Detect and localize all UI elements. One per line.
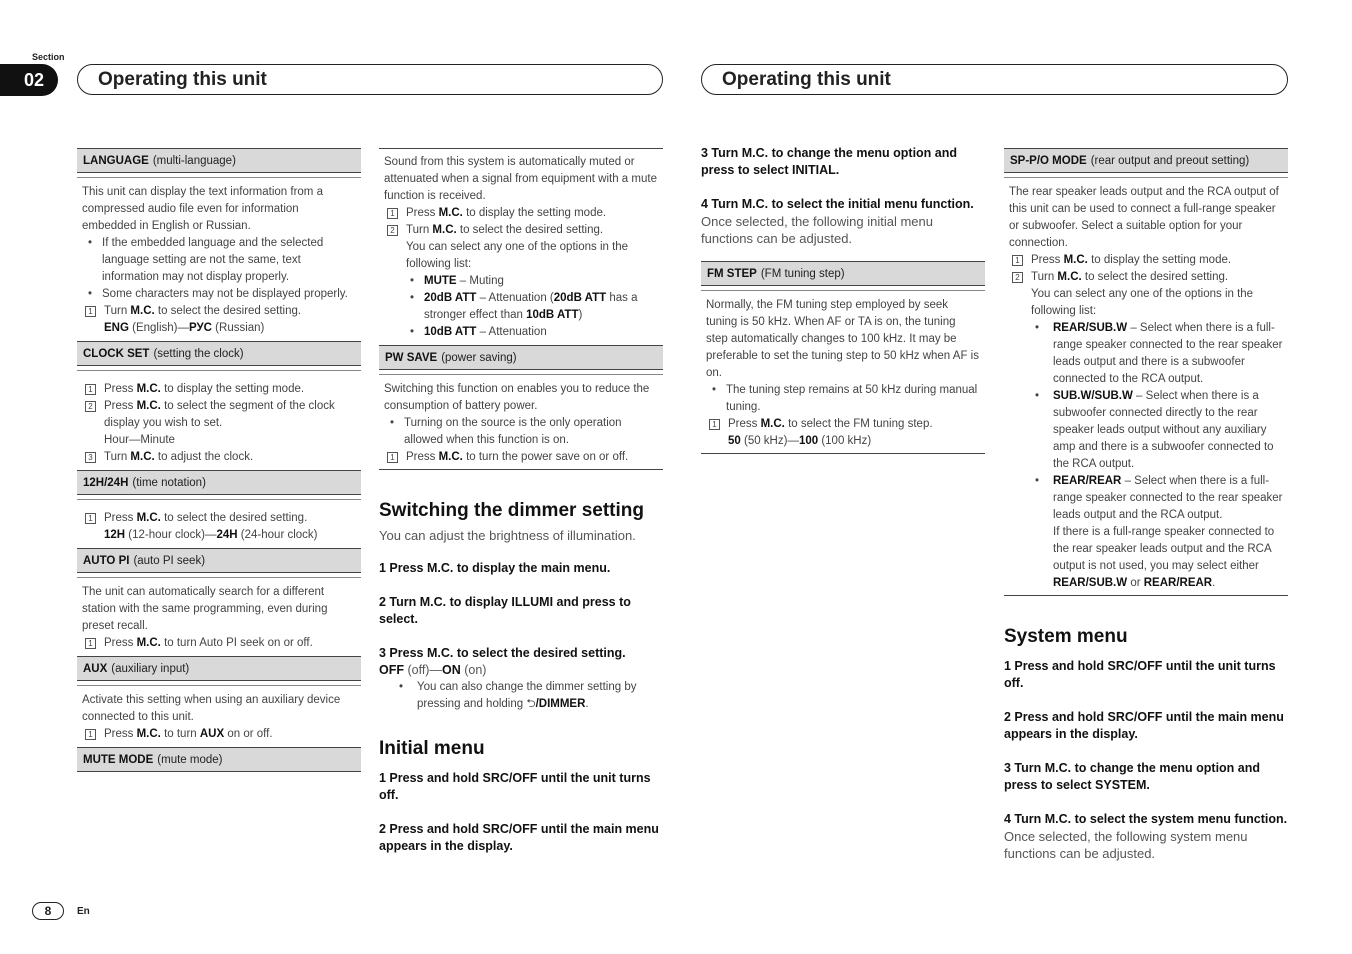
band-return-icon: ⮌ xyxy=(526,698,536,710)
list-item: • If the embedded language and the selected language setting are not the same, text information may not display properly. xyxy=(88,237,324,283)
mute-mode-box: Sound from this system is automatically muted or attenuated when a signal from equipment with a mute function is received. 1 Press M.C. to display the setting mode. 2 Turn M.C. to select the desired setting. You can select any one of the options in the following list: • MUTE – Muting • 20dB ATT – Attenuation (20dB ATT has a stronger effect than 10dB ATT) • 10dB ATT – Attenuation xyxy=(379,148,663,345)
fm-step-box: Normally, the FM tuning step employed by seek tuning is 50 kHz. When AF or TA is on, the tuning step automatically changes to 100 kHz. It may be preferable to set the tuning step to 50 kHz when AF is on. • The tuning step remains at 50 kHz during manual tuning. 1 Press M.C. to select the FM tuning step. 50 (50 kHz)—100 (100 kHz) xyxy=(701,290,985,454)
pw-save-box: Switching this function on enables you to reduce the consumption of battery power. • Turning on the source is the only operation allowed when this function is on. 1 Press M.C. to turn the power save on or off. xyxy=(379,374,663,470)
aux-box: Activate this setting when using an auxiliary device connected to this unit. 1 Press M.C. to turn AUX on or off. xyxy=(77,685,361,747)
sp-po-mode-box: The rear speaker leads output and the RCA output of this unit can be used to connect a full-range speaker or subwoofer. Select a suitable option for your connection. 1 Press M.C. to display the setting mode. 2 Turn M.C. to select the desired setting. You can select any one of the options in the following list: • REAR/SUB.W – Select when there is a full-range speaker connected to the rear speaker leads output and there is a subwoofer connected to the RCA output. • SUB.W/SUB.W – Select when there is a subwoofer connected directly to the rear speaker leads output without any auxiliary amp and there is a subwoofer connected to the RCA output. • REAR/REAR – Select when there is a full-range speaker connected to the rear speaker leads output and the RCA output. If there is a full-range speaker connected to the rear speaker leads output and the RCA output is not used, you may select either REAR/SUB.W or REAR/REAR. xyxy=(1004,177,1288,596)
list-item: • Some characters may not be displayed properly. xyxy=(88,288,348,300)
section-number: 02 xyxy=(0,64,58,96)
auto-pi-bar: AUTO PI (auto PI seek) xyxy=(77,548,361,573)
left-page-header: Operating this unit xyxy=(77,64,663,95)
clock-set-bar: CLOCK SET (setting the clock) xyxy=(77,341,361,366)
language-code: En xyxy=(77,906,90,917)
section-label: Section xyxy=(32,52,65,62)
mute-mode-bar: MUTE MODE (mute mode) xyxy=(77,747,361,772)
time-notation-bar: 12H/24H (time notation) xyxy=(77,470,361,495)
initial-menu-heading: Initial menu xyxy=(379,738,485,759)
language-bar: LANGUAGE (multi-language) xyxy=(77,148,361,173)
pw-save-bar: PW SAVE (power saving) xyxy=(379,345,663,370)
aux-bar: AUX (auxiliary input) xyxy=(77,656,361,681)
system-menu-heading: System menu xyxy=(1004,626,1128,647)
time-notation-box: 1 Press M.C. to select the desired setting. 12H (12-hour clock)—24H (24-hour clock) xyxy=(77,499,361,548)
fm-step-bar: FM STEP (FM tuning step) xyxy=(701,261,985,286)
right-page-header: Operating this unit xyxy=(701,64,1288,95)
column-1 xyxy=(77,148,361,772)
auto-pi-box: The unit can automatically search for a different station with the same programming, even during preset recall. 1 Press M.C. to turn Auto PI seek on or off. xyxy=(77,577,361,656)
step-item: 1 Turn M.C. to select the desired setting. xyxy=(82,303,356,320)
page-number: 8 xyxy=(32,902,64,920)
column-4: SP-P/O MODE (rear output and preout setting) The rear speaker leads output and the RCA output of this unit can be used to connect a full-range speaker or subwoofer. Select a suitable option for your connection. 1 Press M.C. to display the setting mode. 2 Turn M.C. to select the desired setting. You can select any one of the options in the following list: • REAR/SUB.W – Select when there is a full-range speaker connected to the rear speaker leads output and there is a subwoofer connected to the RCA output. • SUB.W/SUB.W – Select when there is a subwoofer connected directly to the rear speaker leads output without any auxiliary amp and there is a subwoofer connected to the RCA output. • REAR/REAR – Select when there is a full-range speaker connected to the rear speaker leads output and the RCA output. If there is a full-range speaker connected to the rear speaker leads output and the RCA output is not used, you may select either REAR/SUB.W or REAR/REAR. System menu 1 Press and hold SRC/OFF until the unit turns off. 2 Press and hold SRC/OFF until the main menu appears in the display. 3 Turn M.C. to change the menu option and press to select SYSTEM. 4 Turn M.C. to select the system menu function. Once selected, the following system menu functions can be adjusted. xyxy=(1004,148,1288,862)
column-3: 3 Turn M.C. to change the menu option and press to select INITIAL. 4 Turn M.C. to select the initial menu function. Once selected, the following initial menu functions can be adjusted. FM STEP (FM tuning step) Normally, the FM tuning step employed by seek tuning is 50 kHz. When AF or TA is on, the tuning step automatically changes to 100 kHz. It may be preferable to set the tuning step to 50 kHz when AF is on. • The tuning step remains at 50 kHz during manual tuning. 1 Press M.C. to select the FM tuning step. 50 (50 kHz)—100 (100 kHz) xyxy=(701,145,985,454)
clock-set-box: 1 Press M.C. to display the setting mode. 2 Press M.C. to select the segment of the clock display you wish to set. Hour—Minute 3 Turn M.C. to adjust the clock. xyxy=(77,370,361,470)
column-2: Sound from this system is automatically muted or attenuated when a signal from equipment with a mute function is received. 1 Press M.C. to display the setting mode. 2 Turn M.C. to select the desired setting. You can select any one of the options in the following list: • MUTE – Muting • 20dB ATT – Attenuation (20dB ATT has a stronger effect than 10dB ATT) • 10dB ATT – Attenuation PW SAVE (power saving) Switching this function on enables you to reduce the consumption of battery power. • Turning on the source is the only operation allowed when this function is on. 1 Press M.C. to turn the power save on or off. Switching the dimmer setting You can adjust the brightness of illumination. 1 Press M.C. to display the main menu. 2 Turn M.C. to display ILLUMI and press to select. 3 Press M.C. to select the desired setting. OFF (off)—ON (on) • You can also change the dimmer setting by pressing and holding ⮌/DIMMER. Initial menu 1 Press and hold SRC/OFF until the unit turns off. 2 Press and hold SRC/OFF until the main menu appears in the display. xyxy=(379,148,663,855)
dimmer-heading: Switching the dimmer setting xyxy=(379,500,644,521)
language-box: This unit can display the text information from a compressed audio file even for information embedded in English or Russian. • If the embedded language and the selected language setting are not the same, text information may not display properly. • Some characters may not be displayed properly. 1 Turn M.C. to select the desired setting. ENG (English)—РУС (Russian) xyxy=(77,177,361,341)
sp-po-mode-bar: SP-P/O MODE (rear output and preout setting) xyxy=(1004,148,1288,173)
